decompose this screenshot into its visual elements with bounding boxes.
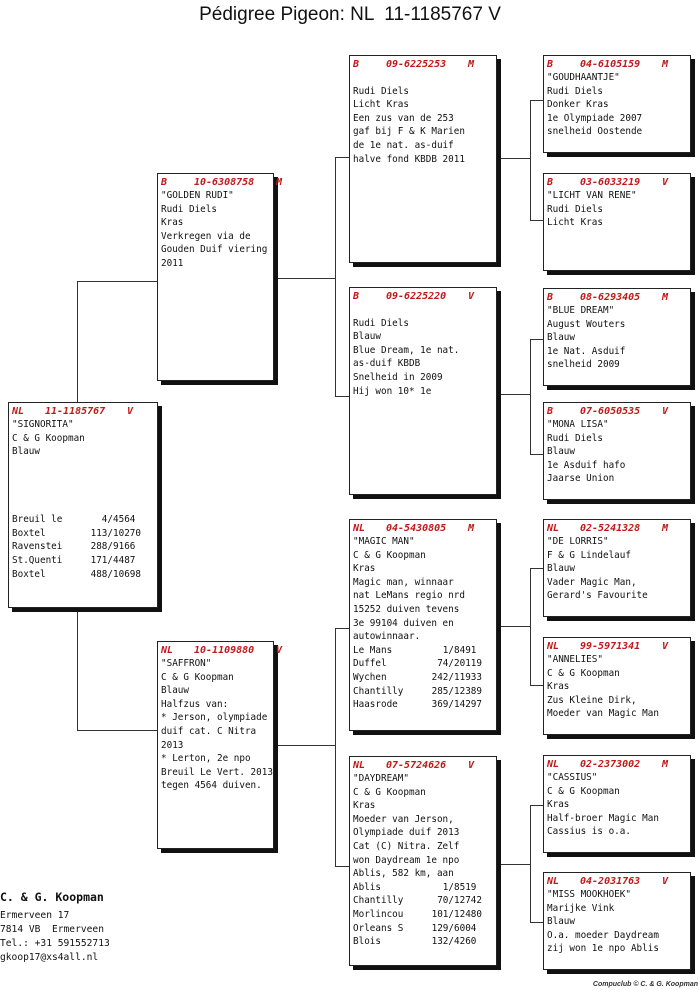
race-result-row: Chantilly 285/ 12389 [353,685,482,697]
info-line: 1e Nat. Asduif [547,345,626,357]
connector-line [77,730,158,731]
breeder-address-city: 7814 VB Ermerveen [0,924,104,935]
pigeon-card-dam-dam[interactable] [349,756,497,966]
info-line: Blauw [353,331,381,343]
ring-header [353,58,496,71]
ring-number: 04-2031763 [580,876,641,887]
race-name: Blois [353,936,381,948]
race-place: 369/ [431,699,454,711]
connector-line [274,278,336,279]
race-place: 171/ [90,554,113,566]
info-line: Marijke Vink [547,902,615,914]
info-line: zij won 1e npo Ablis [547,943,659,955]
info-line: Rudi Diels [353,85,409,97]
info-line: Rudi Diels [547,85,603,97]
info-line: Cat (C) Nitra. Zelf [353,840,460,852]
sex-code: M [276,177,283,188]
ring-header [353,290,496,303]
info-line: Rudi Diels [161,203,217,215]
info-line: Blue Dream, 1e nat. [353,344,460,356]
info-line: nat LeMans regio nrd [353,590,465,602]
connector-line [530,339,531,454]
info-line: 2011 [161,257,184,269]
info-line: won Daydream 1e npo [353,854,460,866]
connector-line [530,568,544,569]
blank-line [12,486,157,500]
country-code: B [161,177,168,188]
connector-line [497,864,531,865]
country-code: NL [12,406,25,417]
info-line: Rudi Diels [547,203,603,215]
sex-code: V [662,876,669,887]
ring-header [547,176,690,189]
info-line: * Jerson, olympiade [161,712,268,724]
race-name: Duffel [353,658,387,670]
ring-number: 10-6308758 [194,177,255,188]
ring-header [547,405,690,418]
race-result-row: Chantilly 70/ 12742 [353,895,482,907]
sex-code: V [662,177,669,188]
race-result-row: Morlincou 101/ 12480 [353,908,482,920]
blank-line [12,459,157,473]
pigeon-name: "SAFFRON" [161,658,212,669]
connector-line [530,922,544,923]
pigeon-card-dsd[interactable] [543,637,691,735]
pigeon-name: "GOLDEN RUDI" [161,190,234,201]
sex-code: M [468,523,475,534]
race-place: 288/ [90,541,113,553]
info-line: Een zus van de 253 [353,112,454,124]
connector-line [497,394,531,395]
ring-number: 99-5971341 [580,641,641,652]
race-name: Boxtel [12,568,46,580]
blank-line [353,71,496,85]
connector-line [274,745,336,746]
pigeon-card-sire-sire[interactable] [349,55,497,263]
ring-header [353,759,496,772]
pigeon-name: "ANNELIES" [547,654,603,665]
connector-line [530,220,544,221]
ring-number: 03-6033219 [580,177,641,188]
info-line: Blauw [161,685,189,697]
race-place: 74/ [437,658,454,670]
info-line: de 1e nat. as-duif [353,139,454,151]
breeder-name: C. & G. Koopman [0,890,104,904]
pigeon-name: "MAGIC MAN" [353,536,415,547]
pigeon-card-dds[interactable] [543,755,691,853]
pigeon-card-dss[interactable] [543,519,691,617]
pigeon-card-sss[interactable] [543,55,691,153]
sex-code: V [662,406,669,417]
connector-line [335,628,350,629]
info-line: Half-broer Magic Man [547,812,659,824]
sex-code: M [662,292,669,303]
race-result-row: Blois 132/ 4260 [353,936,477,948]
ring-number: 11-1185767 [45,406,106,417]
info-line: Blauw [547,563,575,575]
race-name: Chantilly [353,685,404,697]
pigeon-card-subject[interactable] [8,402,158,608]
info-line: Zus Kleine Dirk, [547,694,637,706]
sex-code: M [662,523,669,534]
race-result-row: Le Mans 1/ 8491 [353,644,477,656]
country-code: NL [161,645,174,656]
ring-number: 09-6225253 [386,59,447,70]
info-line: Rudi Diels [547,432,603,444]
race-name: Orleans S [353,922,404,934]
ring-number: 08-6293405 [580,292,641,303]
race-result-row: Boxtel 113/ 10270 [12,527,141,539]
pigeon-card-ssd[interactable] [543,173,691,271]
race-name: Ravenstei [12,541,63,553]
country-code: NL [547,523,560,534]
ring-number: 10-1109880 [194,645,255,656]
race-result-row: Ablis 1/ 8519 [353,881,477,893]
info-line: Cassius is o.a. [547,826,631,838]
ring-header [547,758,690,771]
race-name: Chantilly [353,895,404,907]
connector-line [77,281,158,282]
race-name: Le Mans [353,644,393,656]
info-line: Gerard's Favourite [547,590,648,602]
pigeon-name: "DAYDREAM" [353,773,409,784]
footer-credit: Compuclub © C. & G. Koopman [592,981,698,988]
sex-code: V [127,406,134,417]
info-line: C & G Koopman [353,786,426,798]
breeder-email[interactable]: gkoop17@xs4all.nl [0,952,99,963]
country-code: B [547,177,554,188]
info-line: 1e Asduif hafo [547,459,626,471]
country-code: NL [353,760,366,771]
info-line: Kras [353,563,376,575]
race-result-row: Haasrode 369/ 14297 [353,699,482,711]
info-line: * Lerton, 2e npo [161,753,251,765]
info-line: 1e Olympiade 2007 [547,112,643,124]
connector-line [335,396,350,397]
blank-line [353,303,496,317]
pigeon-name: "SIGNORITA" [12,419,74,430]
ring-header [547,522,690,535]
breeder-info [0,890,110,965]
connector-line [530,339,544,340]
pigeon-card-sire-dam[interactable] [349,287,497,495]
race-place: 113/ [90,527,113,539]
info-line: halve fond KBDB 2011 [353,153,465,165]
info-line: duif cat. C Nitra [161,725,257,737]
connector-line [497,626,531,627]
country-code: NL [547,641,560,652]
race-name: St.Quenti [12,554,63,566]
info-line: C & G Koopman [547,667,620,679]
ring-header [161,644,283,657]
info-line: gaf bij F & K Marien [353,126,465,138]
connector-line [335,628,336,866]
info-line: Kras [547,799,570,811]
sex-code: V [276,645,283,656]
info-line: Moeder van Magic Man [547,708,659,720]
race-result-row: Duffel 74/ 20119 [353,658,482,670]
pigeon-card-dam[interactable] [157,641,283,849]
info-line: 2013 [161,739,184,751]
info-line: Magic man, winnaar [353,576,454,588]
pigeon-name: "GOUDHAANTJE" [547,72,620,83]
info-line: Blauw [547,446,575,458]
pigeon-name: "BLUE DREAM" [547,305,615,316]
race-place: 132/ [431,936,454,948]
info-line: C & G Koopman [353,549,426,561]
ring-number: 07-6050535 [580,406,641,417]
info-line: Jaarse Union [547,473,615,485]
country-code: NL [547,876,560,887]
pigeon-name: "MONA LISA" [547,419,609,430]
race-name: Morlincou [353,908,404,920]
info-line: Olympiade duif 2013 [353,827,460,839]
race-result-row: Wychen 242/ 11933 [353,671,482,683]
info-line: Kras [547,681,570,693]
race-result-row: Orleans S 129/ 6004 [353,922,477,934]
ring-number: 02-2373002 [580,759,641,770]
pigeon-name: "MISS MOOKHOEK" [547,889,631,900]
sex-code: V [662,641,669,652]
ring-header [547,875,690,888]
info-line: Halfzus van: [161,698,229,710]
info-line: Verkregen via de [161,230,251,242]
race-place: 129/ [431,922,454,934]
info-line: as-duif KBDB [353,358,421,370]
info-line: Rudi Diels [353,317,409,329]
info-line: August Wouters [547,318,626,330]
country-code: B [353,59,360,70]
connector-line [530,100,544,101]
info-line: Kras [353,800,376,812]
pigeon-name: "DE LORRIS" [547,536,609,547]
info-line: Moeder van Jerson, [353,813,454,825]
race-result-row: Ravenstei 288/ 9166 [12,541,136,553]
info-line: C & G Koopman [547,785,620,797]
race-place: 1/ [442,881,454,893]
pigeon-card-ddd[interactable] [543,872,691,970]
sex-code: M [662,759,669,770]
race-place: 1/ [442,644,454,656]
country-code: NL [353,523,366,534]
race-name: Boxtel [12,527,46,539]
info-line: Licht Kras [547,217,603,229]
ring-number: 09-6225220 [386,291,447,302]
breeder-address-street: Ermerveen 17 [0,910,70,921]
sex-code: M [662,59,669,70]
race-place: 70/ [437,895,454,907]
info-line: Breuil Le Vert. 2013 [161,766,273,778]
race-place: 285/ [431,685,454,697]
info-line: F & G Lindelauf [547,549,631,561]
info-line: autowinnaar. [353,631,421,643]
ring-header [12,405,157,418]
info-line: Ablis, 582 km, aan [353,868,454,880]
race-name: Wychen [353,671,387,683]
info-line: Licht Kras [353,99,409,111]
ring-header [547,58,690,71]
pigeon-name: "LICHT VAN RENE" [547,190,637,201]
info-line: Gouden Duif viering [161,244,268,256]
connector-line [530,100,531,220]
blank-line [12,472,157,486]
info-line: C & G Koopman [12,432,85,444]
info-line: Vader Magic Man, [547,576,637,588]
info-line: snelheid Oostende [547,126,643,138]
breeder-phone: Tel.: +31 591552713 [0,938,110,949]
page-title: Pédigree Pigeon: NL 11-1185767 V [199,4,501,25]
ring-number: 04-5430805 [386,523,447,534]
country-code: B [547,292,554,303]
blank-line [12,500,157,514]
ring-number: 04-6105159 [580,59,641,70]
country-code: B [353,291,360,302]
info-line: snelheid 2009 [547,359,620,371]
race-result-row: Boxtel 488/ 10698 [12,568,141,580]
pigeon-name: "CASSIUS" [547,772,598,783]
info-line: C & G Koopman [161,671,234,683]
country-code: B [547,406,554,417]
race-place: 242/ [431,671,454,683]
country-code: NL [547,759,560,770]
info-line: Snelheid in 2009 [353,371,443,383]
country-code: B [547,59,554,70]
ring-header [547,640,690,653]
pigeon-card-sdd[interactable] [543,402,691,500]
connector-line [335,157,336,396]
ring-header [547,291,690,304]
connector-line [530,805,544,806]
race-name: Ablis [353,881,381,893]
ring-header [161,176,283,189]
connector-line [497,158,531,159]
connector-line [335,866,350,867]
info-line: 3e 99104 duiven en [353,617,454,629]
race-result-row: Breuil le 4/ 4564 [12,514,136,526]
pigeon-card-sire[interactable] [157,173,283,381]
race-name: Breuil le [12,514,63,526]
race-place: 101/ [431,908,454,920]
ring-number: 07-5724626 [386,760,447,771]
info-line: Hij won 10* 1e [353,385,432,397]
connector-line [530,685,544,686]
sex-code: V [468,291,475,302]
info-line: O.a. moeder Daydream [547,929,659,941]
pigeon-card-sds[interactable] [543,288,691,386]
info-line: Blauw [547,916,575,928]
info-line: tegen 4564 duiven. [161,780,262,792]
sex-code: M [468,59,475,70]
race-place: 488/ [90,568,113,580]
sex-code: V [468,760,475,771]
info-line: Blauw [547,332,575,344]
info-line: Blauw [12,446,40,458]
ring-header [353,522,496,535]
info-line: Donker Kras [547,99,609,111]
info-line: 15252 duiven tevens [353,603,460,615]
race-place: 4/ [101,514,113,526]
connector-line [335,157,350,158]
race-name: Haasrode [353,699,398,711]
pigeon-card-dam-sire[interactable] [349,519,497,731]
ring-number: 02-5241328 [580,523,641,534]
connector-line [530,454,544,455]
info-line: Kras [161,217,184,229]
race-result-row: St.Quenti 171/ 4487 [12,554,136,566]
